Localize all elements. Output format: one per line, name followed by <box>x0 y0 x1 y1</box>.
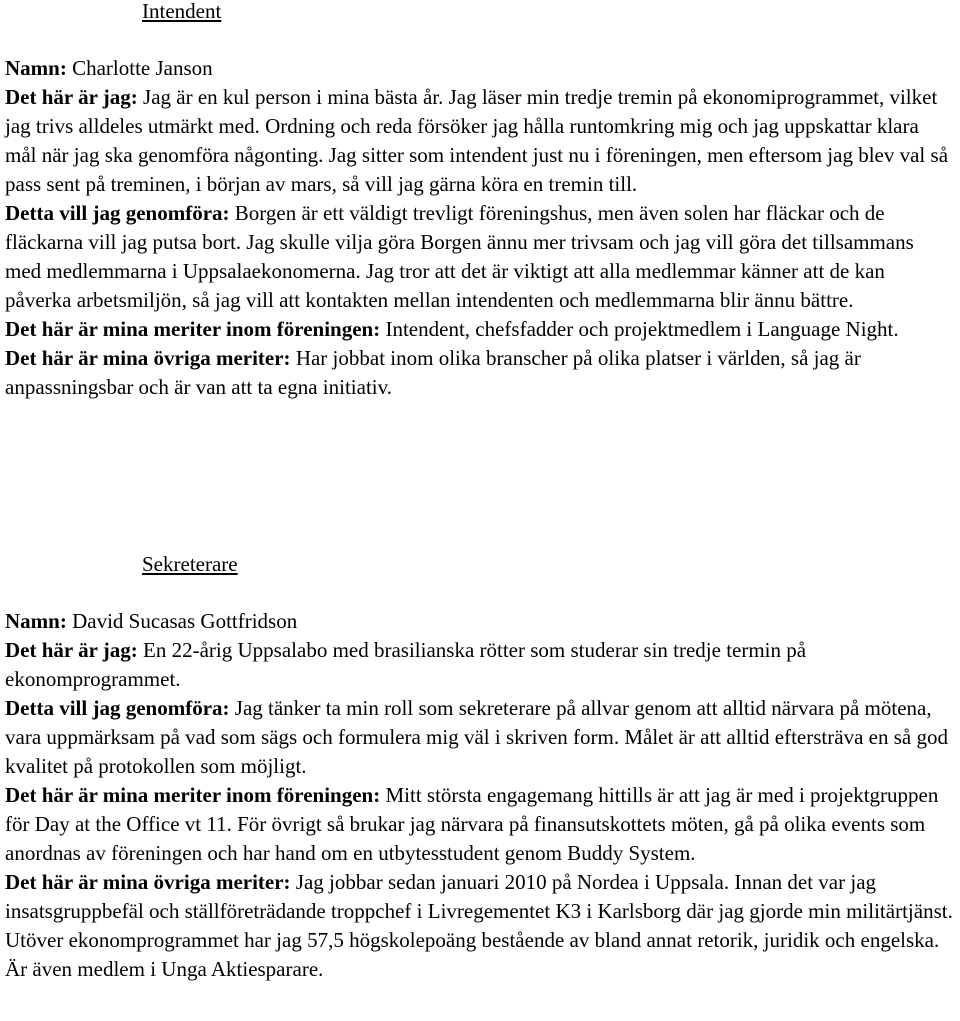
spacer <box>5 26 955 54</box>
name-label: Namn: <box>5 609 67 633</box>
entry-about-me <box>5 636 955 694</box>
entry-other-merits <box>5 344 955 402</box>
entry-association-merits <box>5 315 955 344</box>
name-line <box>5 54 955 83</box>
spacer <box>5 579 955 607</box>
name-line <box>5 607 955 636</box>
entry-label: Det här är jag: <box>5 85 138 109</box>
entry-label: Det här är mina meriter inom föreningen: <box>5 317 381 341</box>
entry-text: Jag är en kul person i mina bästa år. Jag läser min tredje tremin på ekonomiprogrammet, vilket jag trivs alldeles utmärkt med. Ordning och reda försöker jag hålla runtomkring mig och jag uppskattar klara mål när jag ska genomföra någonting. Jag sitter som intendent just nu i föreningen, men eftersom jag blev val så pass sent på treminen, i början av mars, så vill jag gärna köra en tremin till. <box>5 85 949 196</box>
entry-association-merits <box>5 781 955 868</box>
entry-text: Jag tänker ta min roll som sekreterare på allvar genom att alltid närvara på mötena, vara uppmärksam på vad som sägs och formulera mig väl i skriven form. Målet är att alltid eftersträva en så god kvalitet på protokollen som möjligt. <box>5 696 948 778</box>
section-title: Intendent <box>142 0 222 23</box>
entry-label: Detta vill jag genomföra: <box>5 201 230 225</box>
entry-label: Det här är mina meriter inom föreningen: <box>5 783 381 807</box>
section-title: Sekreterare <box>142 552 238 576</box>
candidate-section-sekreterare <box>5 550 955 984</box>
entry-text: Jag jobbar sedan januari 2010 på Nordea i Uppsala. Innan det var jag insatsgruppbefäl och ställföreträdande troppchef i Livregementet K3 i Karlsborg där jag gjorde min militärtjänst. Utöver ekonomprogrammet har jag 57,5 högskolepoäng bestående av bland annat retorik, juridik och engelska. Är även medlem i Unga Aktiesparare. <box>5 870 953 981</box>
entry-goals <box>5 199 955 315</box>
entry-text: Mitt största engagemang hittills är att jag är med i projektgruppen för Day at the Office vt 11. För övrigt så brukar jag närvara på finansutskottets möten, gå på olika events som anordnas av föreningen och har hand om en utbytesstudent genom Buddy System. <box>5 783 939 865</box>
entry-about-me <box>5 83 955 199</box>
candidate-section-intendent <box>5 0 955 402</box>
entry-text: Borgen är ett väldigt trevligt föreningshus, men även solen har fläckar och de fläckarna vill jag putsa bort. Jag skulle vilja göra Borgen ännu mer trivsam och jag vill göra det tillsammans med medlemmarna i Uppsalaekonomerna. Jag tror att det är viktigt att alla medlemmar känner att de kan påverka arbetsmiljön, så jag vill att kontakten mellan intendenten och medlemmarna blir ännu bättre. <box>5 201 914 312</box>
entry-label: Det här är mina övriga meriter: <box>5 346 291 370</box>
name-label: Namn: <box>5 56 67 80</box>
entry-text: Intendent, chefsfadder och projektmedlem i Language Night. <box>385 317 899 341</box>
entry-goals <box>5 694 955 781</box>
entry-label: Det här är jag: <box>5 638 138 662</box>
entry-label: Det här är mina övriga meriter: <box>5 870 291 894</box>
candidate-name: Charlotte Janson <box>72 56 213 80</box>
entry-label: Detta vill jag genomföra: <box>5 696 230 720</box>
entry-text: En 22-årig Uppsalabo med brasilianska rötter som studerar sin tredje termin på ekonomprogrammet. <box>5 638 807 691</box>
entry-other-merits <box>5 868 955 984</box>
candidate-name: David Sucasas Gottfridson <box>72 609 298 633</box>
entry-text: Har jobbat inom olika branscher på olika platser i världen, så jag är anpassningsbar och är van att ta egna initiativ. <box>5 346 861 399</box>
